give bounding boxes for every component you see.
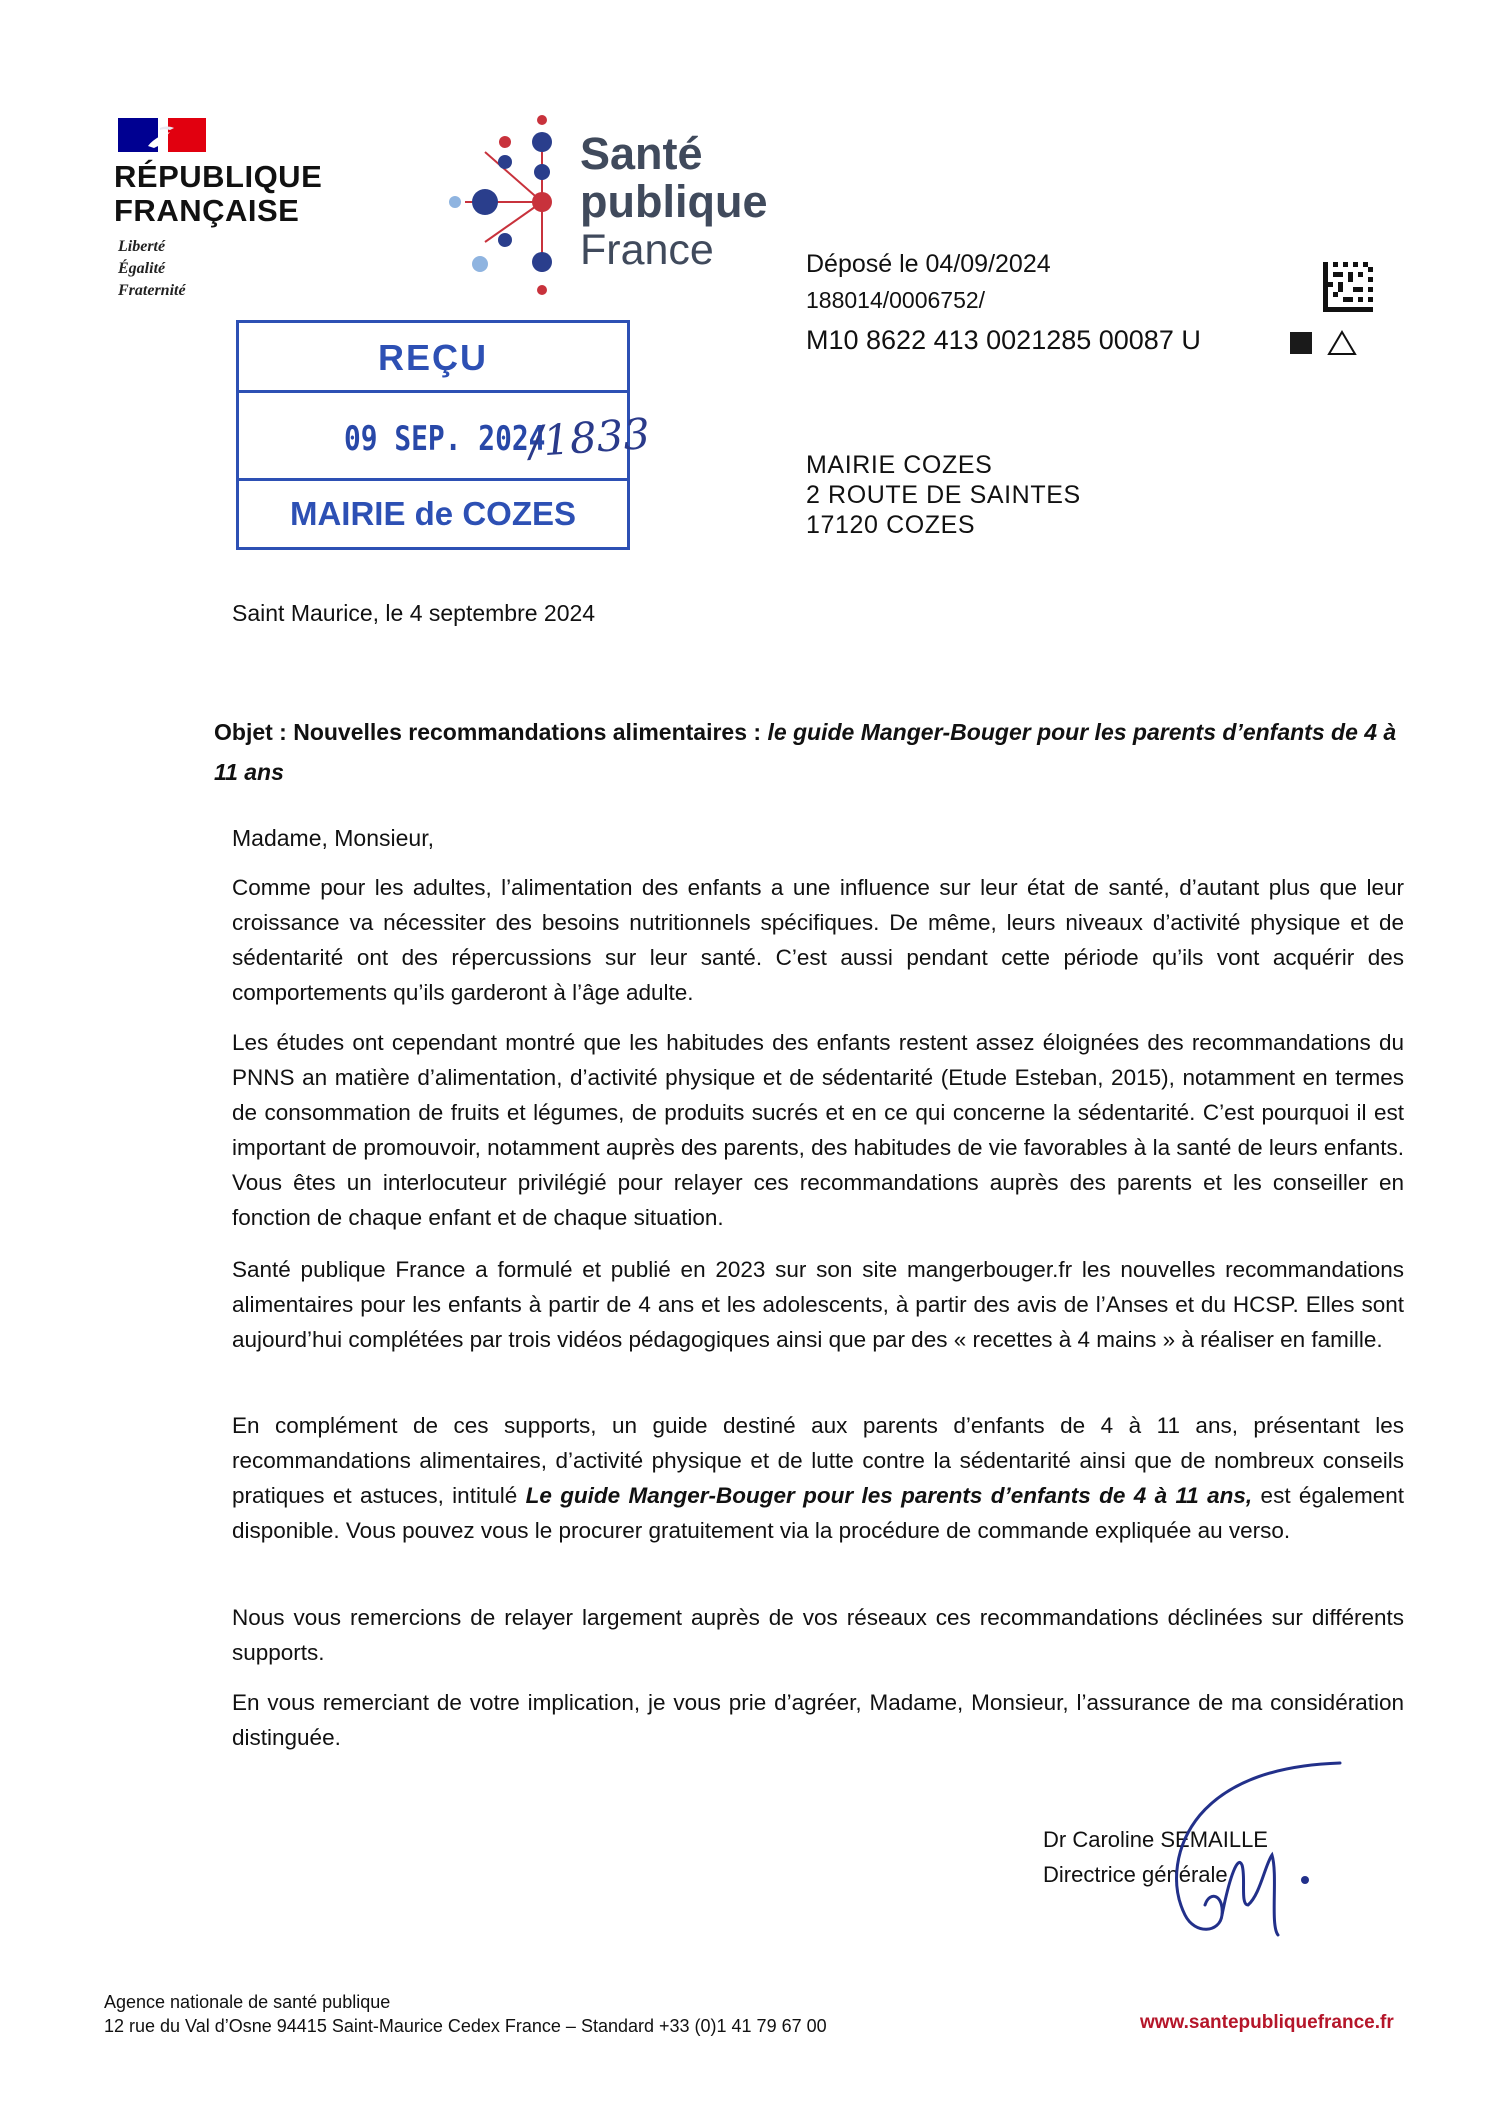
stamp-title: REÇU <box>239 323 627 393</box>
marianne-flag-logo <box>118 118 206 152</box>
signatory-title: Directrice générale <box>1043 1862 1228 1887</box>
letter-salutation: Madame, Monsieur, <box>232 825 434 851</box>
stamp-handwritten-number: /1833 <box>527 408 652 467</box>
received-stamp <box>236 320 652 550</box>
black-square-mark <box>1290 332 1312 354</box>
recipient-address: MAIRIE COZES 2 ROUTE DE SAINTES 17120 COZES <box>806 451 1081 539</box>
body-paragraph-2: Les études ont cependant montré que les habitudes des enfants restent assez éloignées des recommandations du PNNS an matière d’alimentation, d’activité physique et de sédentarité (Etude Esteban, 2015), notamment en termes de consommation de fruits et légumes, de produits sucrés et en ce qui concerne la sédentarité. C’est pourquoi il est important de promouvoir, notamment auprès des parents, des habitudes de vie favorables à la santé de leurs enfants. Vous êtes un interlocuteur privilégié pour relayer ces recommandations auprès des parents et les conseiller en fonction de chaque enfant et de chaque situation. <box>232 1030 1404 1230</box>
signatory-name: Dr Caroline SEMAILLE <box>1043 1827 1268 1852</box>
body-paragraph-4: En complément de ces supports, un guide destiné aux parents d’enfants de 4 à 11 ans, présentant les recommandations alimentaires, d’activité physique et de lutte contre la sédentarité ainsi que de nombreux conseils pratiques et astuces, intitulé Le guide Manger-Bouger pour les parents d’enfants de 4 à 11 ans, est également disponible. Vous pouvez vous le procurer gratuitement via la procédure de commande expliquée au verso. <box>232 1413 1404 1543</box>
stamp-office: MAIRIE de COZES <box>289 495 577 532</box>
handwritten-signature <box>1110 1755 1350 1945</box>
stamp-date-row <box>239 393 652 481</box>
footer-website-link[interactable]: www.santepubliquefrance.fr <box>1140 2012 1394 2033</box>
body-paragraph-3: Santé publique France a formulé et publié en 2023 sur son site mangerbouger.fr les nouvelles recommandations alimentaires pour les enfants à partir de 4 ans et les adolescents, à partir des avis de l’Anses et du HCSP. Elles sont aujourd’hui complétées par trois vidéos pédagogiques ainsi que par des « recettes à 4 mains » à réaliser en famille. <box>232 1257 1404 1352</box>
spf-molecule-logo <box>445 112 565 302</box>
footer-agency-info: Agence nationale de santé publique 12 rue du Val d’Osne 94415 Saint-Maurice Cedex France – Standard +33 (0)1 41 79 67 00 <box>104 1992 827 2036</box>
deposit-date: Déposé le 04/09/2024 <box>806 250 1051 278</box>
republique-francaise-title: RÉPUBLIQUE FRANÇAISE <box>114 159 323 228</box>
deposit-reference: 188014/0006752/ <box>806 287 986 313</box>
republic-motto: Liberté Égalité Fraternité <box>118 238 186 299</box>
triangle-mark-icon <box>1327 330 1357 356</box>
letter-place-date: Saint Maurice, le 4 septembre 2024 <box>232 600 596 626</box>
body-paragraph-5: Nous vous remercions de relayer largement auprès de vos réseaux ces recommandations déclinées sur différents supports. <box>232 1605 1404 1665</box>
letter-subject: Objet : Nouvelles recommandations alimentaires : le guide Manger-Bouger pour les parents d’enfants de 4 à 11 ans <box>214 719 1397 785</box>
deposit-tracking-number: M10 8622 413 0021285 00087 U <box>806 325 1201 355</box>
spf-wordmark: Santé publique France <box>580 128 768 274</box>
body-paragraph-1: Comme pour les adultes, l’alimentation des enfants a une influence sur leur état de santé, d’autant plus que leur croissance va nécessiter des besoins nutritionnels spécifiques. De même, leurs niveaux d’activité physique et de sédentarité ont des répercussions sur leur santé. C’est aussi pendant cette période qu’ils vont acquérir des comportements qu’ils garderont à l’âge adulte. <box>232 875 1404 1005</box>
stamp-date: 09 SEP. 2024 <box>344 419 546 459</box>
datamatrix-code-icon <box>1323 262 1373 312</box>
body-paragraph-6: En vous remerciant de votre implication, je vous prie d’agréer, Madame, Monsieur, l’assurance de ma considération distinguée. <box>232 1690 1404 1750</box>
